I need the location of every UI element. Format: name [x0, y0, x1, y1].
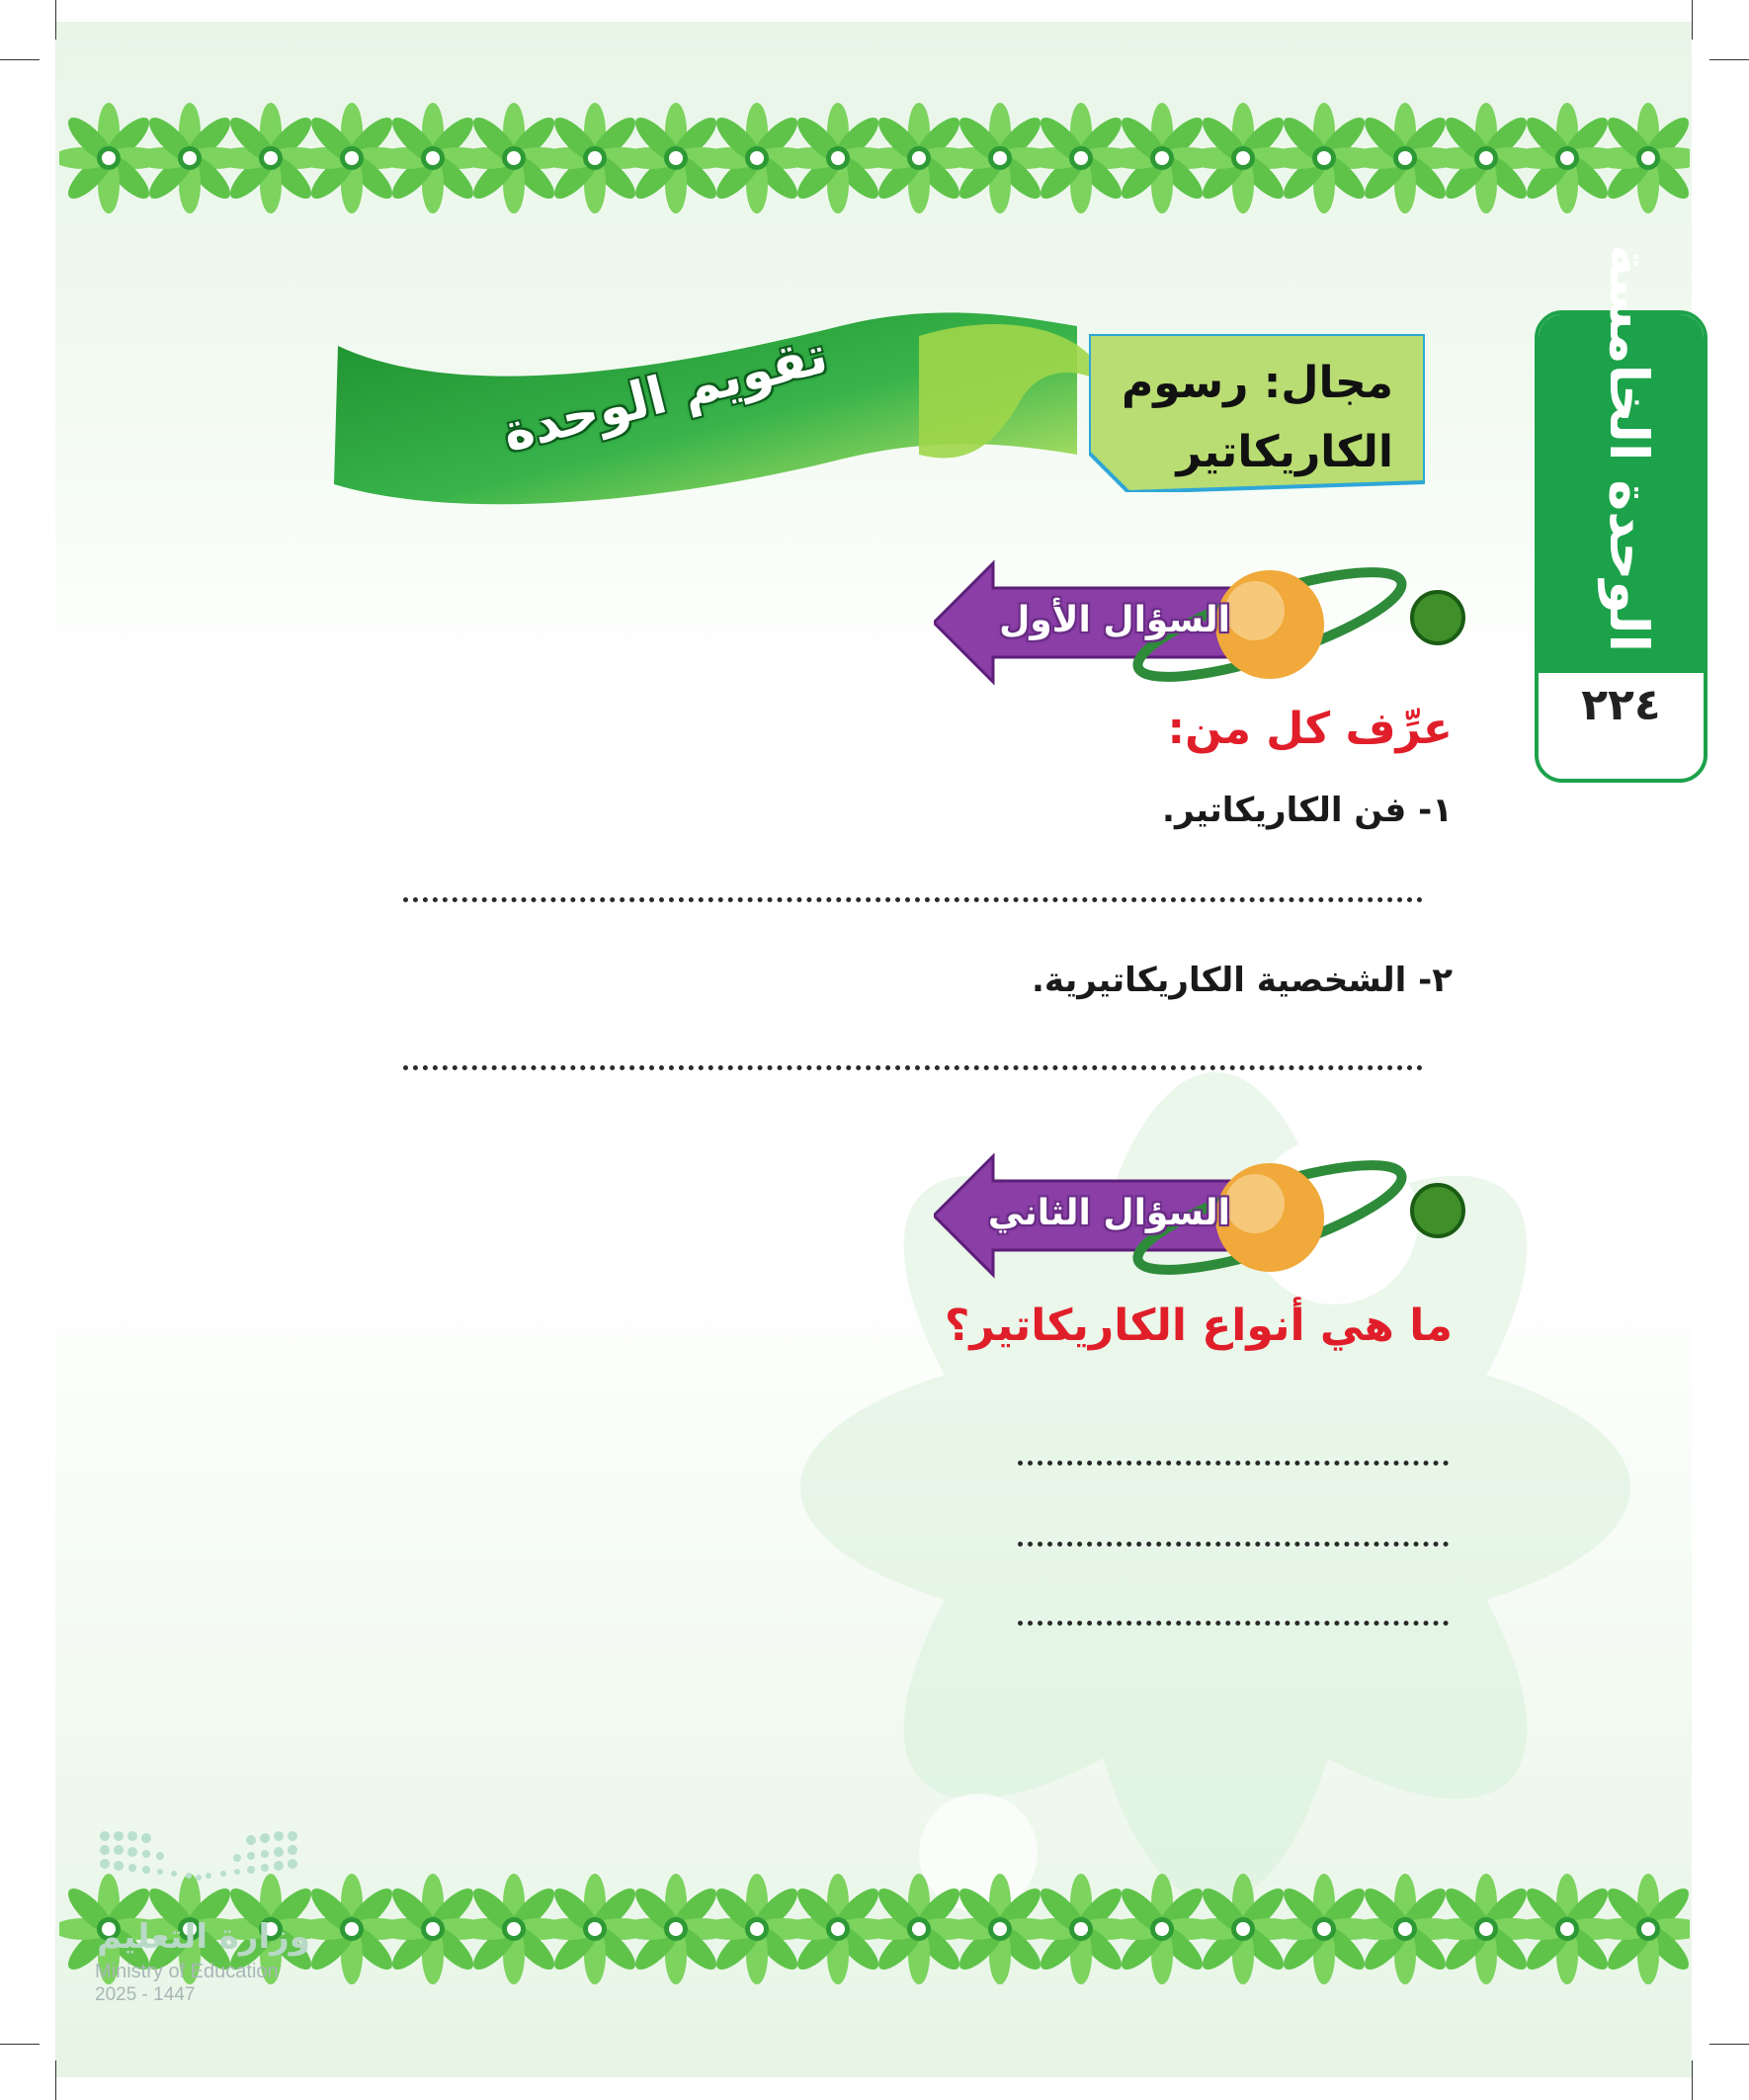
question2-label: السؤال الثاني [987, 1193, 1230, 1233]
page-number: ٢٢٤ [1581, 680, 1661, 730]
edition-year: 2025 - 1447 [95, 1984, 196, 2005]
crop-mark [1709, 59, 1749, 60]
field-title-line1: مجال: رسوم [1122, 358, 1393, 408]
green-ball-icon [1412, 592, 1463, 643]
question1-item-2: ٢- الشخصية الكاريكاتيرية. [1031, 961, 1453, 1000]
question1-label: السؤال الأول [999, 600, 1230, 640]
field-title-line2: الكاريكاتير [1176, 427, 1393, 477]
crop-mark [0, 2044, 40, 2045]
answer-line[interactable] [403, 1065, 1423, 1070]
unit-name: الوحدة الخامسة [1598, 244, 1660, 652]
crop-mark [55, 0, 56, 40]
ministry-name-en: Ministry of Education [95, 1961, 279, 1982]
question2-prompt: ما هي أنواع الكاريكاتير؟ [944, 1301, 1453, 1351]
answer-line[interactable] [1018, 1542, 1449, 1547]
answer-line[interactable] [1018, 1621, 1449, 1626]
crop-mark [0, 59, 40, 60]
crop-mark [1692, 0, 1693, 40]
crop-mark [55, 2060, 56, 2100]
question1-instruction: عرِّف كل من: [1167, 704, 1453, 754]
crop-mark [1709, 2044, 1749, 2045]
page-title: تقويم الوحدة [496, 325, 834, 464]
crop-mark [1692, 2060, 1693, 2100]
answer-line[interactable] [403, 897, 1423, 902]
flower-border-top [59, 99, 1690, 217]
ministry-name-ar: وزارة التعليم [97, 1917, 310, 1957]
background-flower-watermark [603, 845, 1690, 1981]
answer-line[interactable] [1018, 1461, 1449, 1466]
question1-item-1: ١- فن الكاريكاتير. [1162, 791, 1453, 830]
